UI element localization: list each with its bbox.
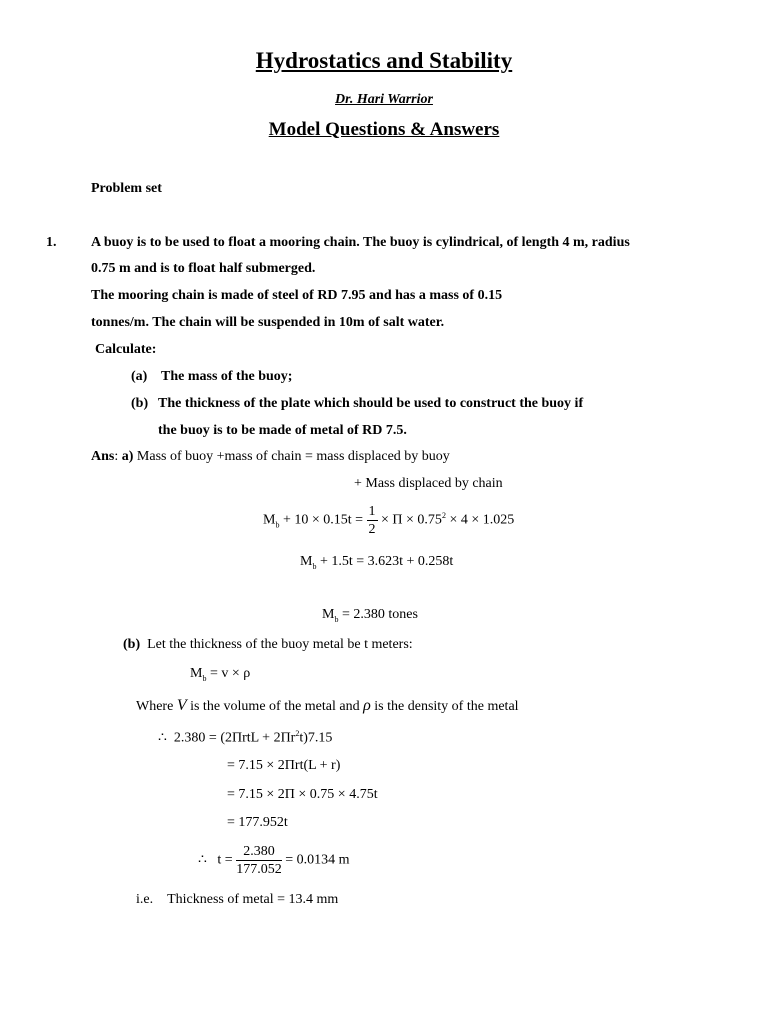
problem-number: 1. <box>46 235 57 250</box>
eq9-lhs: t = <box>217 852 233 868</box>
equation-4 <box>190 666 250 683</box>
equation-6: = 7.15 × 2Πrt(L + r) <box>227 758 341 773</box>
eq3-sub: b <box>334 614 339 624</box>
eq1-rhs-a: × Π × 0.75 <box>381 512 442 528</box>
ans-colon: : <box>114 449 122 464</box>
equation-5 <box>158 729 332 747</box>
part-a-label: (a) <box>131 369 148 384</box>
section-label: Problem set <box>91 181 162 196</box>
answer-a-line-2: + Mass displaced by chain <box>354 476 503 491</box>
answer-b-label: (b) <box>123 637 141 652</box>
equation-3 <box>322 607 418 624</box>
eq3-rest: = 2.380 tones <box>338 607 418 622</box>
equation-2 <box>300 554 453 571</box>
where-rho: ρ <box>363 697 371 714</box>
ans-label: Ans <box>91 449 115 464</box>
answer-a-text: Mass of buoy +mass of chain = mass displaced by buoy <box>133 449 450 464</box>
part-b-text-1: The thickness of the plate which should be used to construct the buoy if <box>158 396 584 411</box>
eq3-mass: M <box>322 607 335 622</box>
answer-b-line <box>123 637 413 653</box>
document-subtitle: Model Questions & Answers <box>268 119 500 140</box>
eq1-frac-den: 2 <box>368 522 376 537</box>
eq9-frac-den: 177.052 <box>236 862 282 877</box>
eq1-sub: b <box>275 520 280 530</box>
eq4-rest: = v × ρ <box>206 666 251 681</box>
eq2-sub: b <box>312 561 317 571</box>
eq4-mass: M <box>190 666 203 681</box>
part-a-text: The mass of the buoy; <box>161 369 293 384</box>
where-v: V <box>176 697 187 714</box>
answer-b-text: Let the thickness of the buoy metal be t meters: <box>147 637 413 652</box>
equation-9 <box>198 843 350 878</box>
problem-line-1: A buoy is to be used to float a mooring chain. The buoy is cylindrical, of length 4 m, radius <box>91 235 630 250</box>
eq2-rest: + 1.5t = 3.623t + 0.258t <box>316 554 454 569</box>
equation-1 <box>263 503 514 538</box>
where-1: Where <box>136 699 177 714</box>
eq5-sup: 2 <box>295 729 300 738</box>
eq1-lhs: + 10 × 0.15t = <box>279 512 364 528</box>
ie-label: i.e. <box>136 892 154 907</box>
part-b-label: (b) <box>131 396 149 411</box>
calculate-label: Calculate: <box>95 342 157 357</box>
eq9-fraction <box>236 843 282 878</box>
equation-8: = 177.952t <box>227 815 288 830</box>
document-title: Hydrostatics and Stability <box>255 48 513 73</box>
therefore-symbol: ∴ <box>158 730 167 746</box>
problem-line-4: tonnes/m. The chain will be suspended in 10m of salt water. <box>91 315 445 330</box>
eq5-b: t)7.15 <box>299 730 333 746</box>
eq1-sup: 2 <box>441 511 446 521</box>
where-3: is the density of the metal <box>370 699 519 714</box>
eq2-mass: M <box>300 554 313 569</box>
eq9-rhs: = 0.0134 m <box>285 852 350 868</box>
equation-7: = 7.15 × 2Π × 0.75 × 4.75t <box>227 787 378 802</box>
eq9-frac-num: 2.380 <box>236 843 282 861</box>
ie-text: Thickness of metal = 13.4 mm <box>167 892 339 907</box>
author-name: Dr. Hari Warrior <box>335 92 433 107</box>
eq5-a: 2.380 = (2ΠrtL + 2Πr <box>173 730 296 746</box>
part-b-text-2: the buoy is to be made of metal of RD 7.5. <box>158 423 407 438</box>
eq1-mass: M <box>263 512 276 528</box>
therefore-symbol-2: ∴ <box>198 852 207 868</box>
answer-a-line-1 <box>91 449 450 465</box>
where-2: is the volume of the metal and <box>186 699 364 714</box>
eq1-frac-num: 1 <box>368 504 376 519</box>
problem-line-3: The mooring chain is made of steel of RD 7.95 and has a mass of 0.15 <box>91 288 503 303</box>
where-line <box>136 697 519 715</box>
conclusion-line <box>136 892 338 908</box>
eq4-sub: b <box>202 673 207 683</box>
eq1-fraction <box>367 503 378 538</box>
eq1-rhs-b: × 4 × 1.025 <box>445 512 515 528</box>
answer-a-label: a) <box>121 449 134 464</box>
problem-line-2: 0.75 m and is to float half submerged. <box>91 261 316 276</box>
